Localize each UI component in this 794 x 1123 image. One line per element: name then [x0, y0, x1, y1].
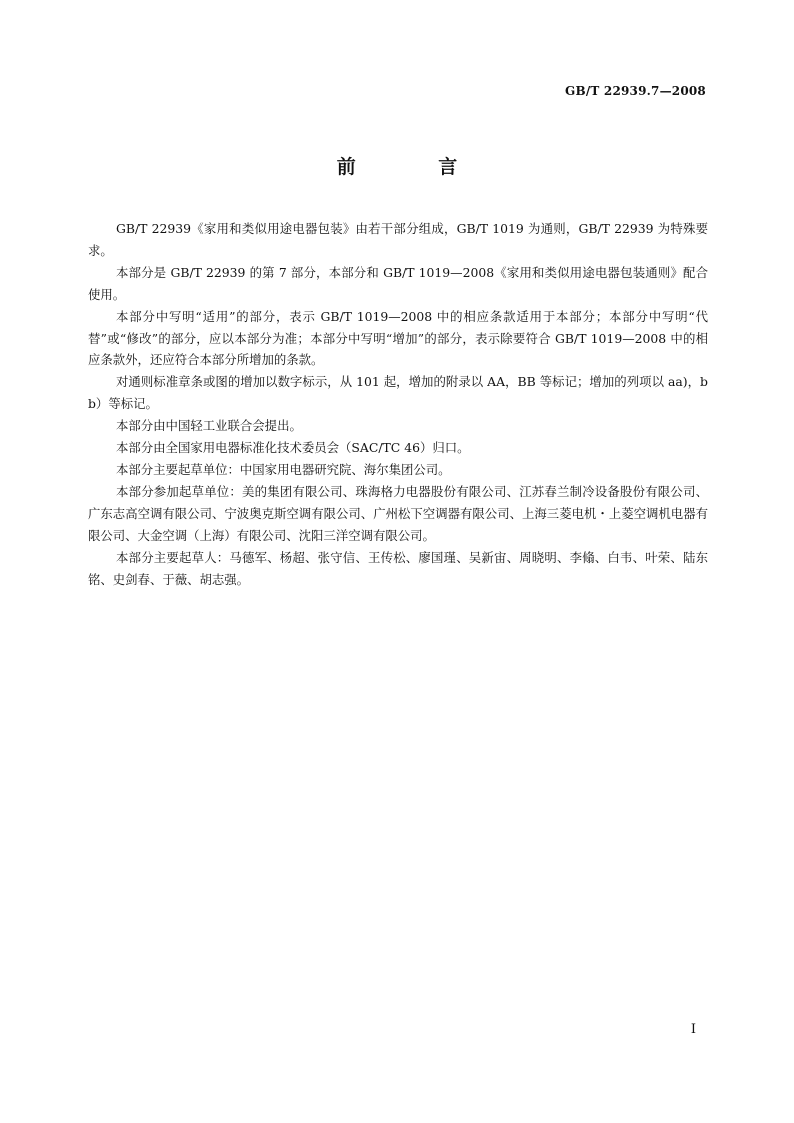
- standard-code: GB/T 22939.7—2008: [565, 84, 706, 98]
- paragraph: 本部分主要起草人：马德军、杨超、张守信、王传松、廖国瑾、吴新宙、周晓明、李翛、白韦、叶荣、陆东铭、史剑春、于薇、胡志强。: [88, 549, 708, 587]
- paragraph: 对通则标准章条或图的增加以数字标示，从 101 起，增加的附录以 AA，BB 等标记；增加的列项以 aa)，bb）等标记。: [88, 374, 708, 412]
- page-number: I: [690, 1022, 696, 1037]
- paragraph: 本部分由中国轻工业联合会提出。: [116, 418, 302, 434]
- paragraph: GB/T 22939《家用和类似用途电器包装》由若干部分组成，GB/T 1019 为通则，GB/T 22939 为特殊要求。: [88, 221, 708, 258]
- foreword-body: [88, 218, 708, 590]
- paragraph: 本部分是 GB/T 22939 的第 7 部分，本部分和 GB/T 1019—2008《家用和类似用途电器包装通则》配合使用。: [88, 264, 708, 302]
- page-title: 前 言: [336, 156, 496, 178]
- paragraph: 本部分中写明“适用”的部分，表示 GB/T 1019—2008 中的相应条款适用于本部分；本部分中写明“代替”或“修改”的部分，应以本部分为准；本部分中写明“增加”的部分，表示除要符合 GB/T 1019—2008 中的相应条款外，还应符合本部分所增加的条款。: [88, 308, 708, 368]
- paragraph: 本部分由全国家用电器标准化技术委员会（SAC/TC 46）归口。: [116, 440, 470, 456]
- paragraph: 本部分参加起草单位：美的集团有限公司、珠海格力电器股份有限公司、江苏春兰制冷设备股份有限公司、广东志高空调有限公司、宁波奥克斯空调有限公司、广州松下空调器有限公司、上海三菱电机・上菱空调机电器有限公司、大金空调（上海）有限公司、沈阳三洋空调有限公司。: [88, 483, 708, 543]
- paragraph: 本部分主要起草单位：中国家用电器研究院、海尔集团公司。: [116, 461, 451, 477]
